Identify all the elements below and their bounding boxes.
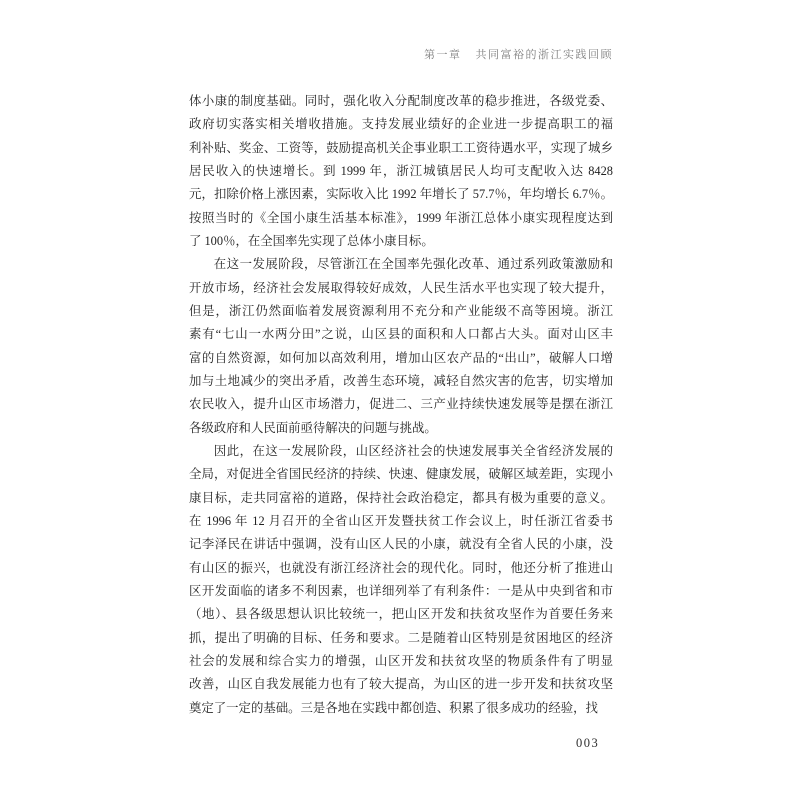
text-line: 政府切实落实相关增收措施。支持发展业绩好的企业进一步提高职工的福 [189, 117, 613, 132]
page-number: 003 [576, 736, 600, 750]
text-line: 素有“七山一水两分田”之说，山区县的面积和人口都占大头。面对山区丰 [189, 327, 613, 342]
text-line: 加与土地减少的突出矛盾，改善生态环境，减轻自然灾害的危害，切实增加 [189, 373, 613, 388]
text-line: 居民收入的快速增长。到 1999 年，浙江城镇居民人均可支配收入达 8428 [189, 163, 613, 178]
chapter-label: 第一章 [424, 49, 462, 61]
text-line: 开放市场，经济社会发展取得较好成效，人民生活水平也实现了较大提升， [189, 280, 613, 295]
paragraph [189, 90, 613, 253]
text-line: 抓，提出了明确的目标、任务和要求。二是随着山区特别是贫困地区的经济 [189, 630, 613, 645]
text-line: 奠定了一定的基础。三是各地在实践中都创造、积累了很多成功的经验，找 [189, 700, 598, 715]
text-line: 康目标，走共同富裕的道路，保持社会政治稳定，都具有极为重要的意义。 [189, 490, 613, 505]
text-line: 富的自然资源，如何加以高效利用，增加山区农产品的“出山”，破解人口增 [189, 350, 613, 365]
text-line: 农民收入，提升山区市场潜力，促进二、三产业持续快速发展等是摆在浙江 [189, 397, 613, 412]
text-line: 因此，在这一发展阶段，山区经济社会的快速发展事关全省经济发展的 [213, 443, 613, 458]
text-line: 有山区的振兴，也就没有浙江经济社会的现代化。同时，他还分析了推进山 [189, 560, 613, 575]
text-line: 区开发面临的诸多不利因素，也详细列举了有利条件：一是从中央到省和市 [189, 583, 613, 598]
text-line: 但是，浙江仍然面临着发展资源利用不充分和产业能级不高等困境。浙江 [189, 303, 613, 318]
chapter-title: 共同富裕的浙江实践回顾 [475, 49, 613, 61]
text-line: 记李泽民在讲话中强调，没有山区人民的小康，就没有全省人民的小康，没 [189, 537, 613, 552]
text-line: 了 100％，在全国率先实现了总体小康目标。 [189, 233, 434, 248]
text-line: （地）、县各级思想认识比较统一，把山区开发和扶贫攻坚作为首要任务来 [189, 607, 613, 622]
text-line: 体小康的制度基础。同时，强化收入分配制度改革的稳步推进，各级党委、 [189, 94, 613, 108]
text-line: 全局，对促进全省国民经济的持续、快速、健康发展，破解区域差距，实现小 [189, 467, 613, 482]
text-line: 利补贴、奖金、工资等，鼓励提高机关企事业职工工资待遇水平，实现了城乡 [189, 140, 613, 155]
body-text [189, 90, 613, 720]
paragraph [189, 253, 613, 440]
text-line: 在 1996 年 12 月召开的全省山区开发暨扶贫工作会议上，时任浙江省委书 [189, 513, 613, 528]
text-line: 按照当时的《全国小康生活基本标准》，1999 年浙江总体小康实现程度达到 [189, 210, 613, 225]
text-line: 元，扣除价格上涨因素，实际收入比 1992 年增长了 57.7％，年均增长 6.7％。 [189, 187, 613, 202]
paragraph [189, 440, 613, 720]
text-line: 社会的发展和综合实力的增强，山区开发和扶贫攻坚的物质条件有了明显 [189, 653, 613, 668]
text-line: 各级政府和人民面前亟待解决的问题与挑战。 [189, 420, 437, 435]
text-line: 改善，山区自我发展能力也有了较大提高，为山区的进一步开发和扶贫攻坚 [189, 677, 613, 692]
running-header [0, 46, 613, 62]
text-line: 在这一发展阶段，尽管浙江在全国率先强化改革、通过系列政策激励和 [213, 257, 613, 272]
